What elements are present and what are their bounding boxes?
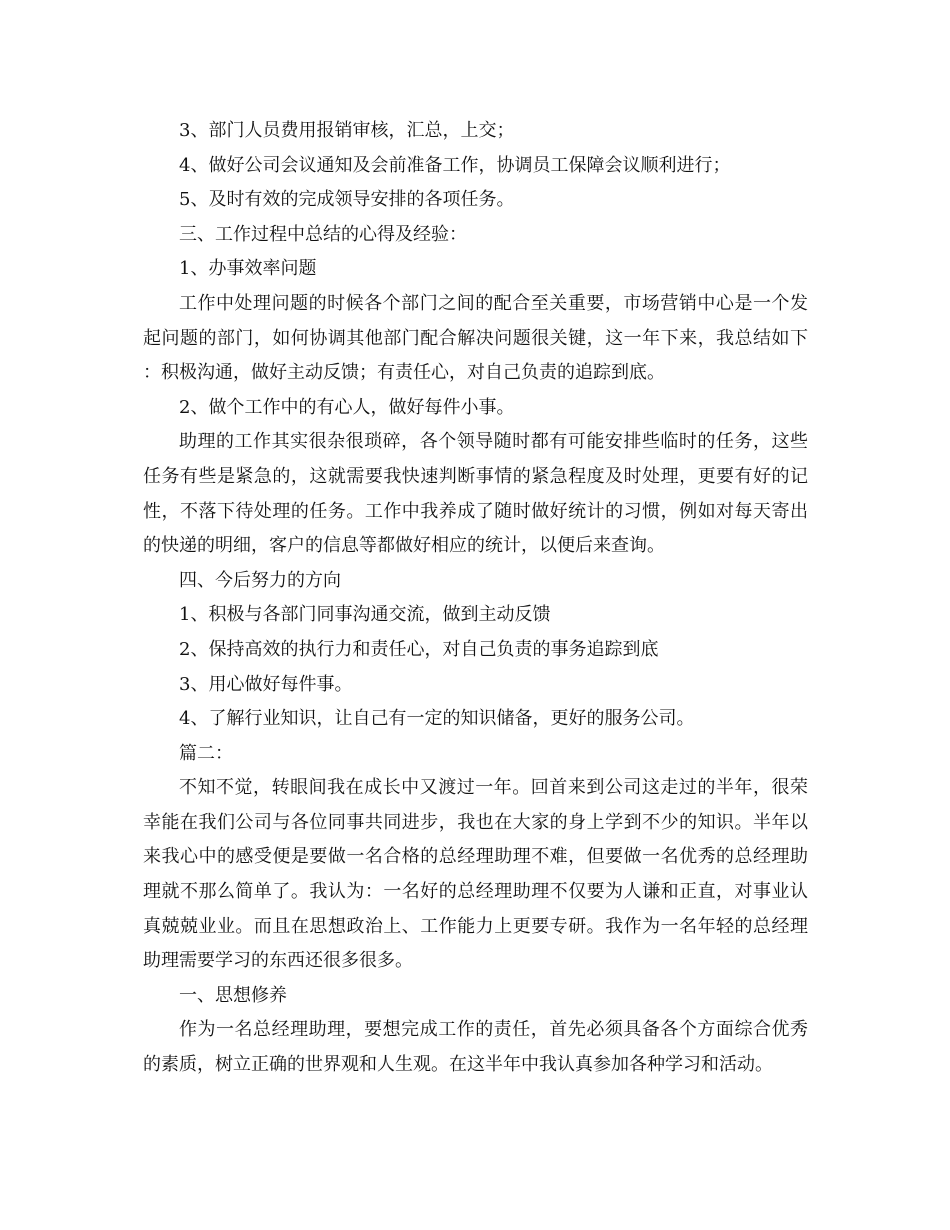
list-item: 4、做好公司会议通知及会前准备工作，协调员工保障会议顺利进行；	[179, 154, 731, 176]
list-item: 1、积极与各部门同事沟通交流，做到主动反馈	[179, 604, 551, 626]
subsection-heading: 2、做个工作中的有心人，做好每件小事。	[179, 396, 515, 418]
body-paragraph: 工作中处理问题的时候各个部门之间的配合至关重要，市场营销中心是一个发起问题的部门，如何协调其他部门配合解决问题很关键，这一年下来，我总结如下：积极沟通，做好主动反馈；有责任心，对自己负责的追踪到底。	[143, 292, 808, 384]
body-paragraph: 不知不觉，转眼间我在成长中又渡过一年。回首来到公司这走过的半年，很荣幸能在我们公司与各位同事共同进步，我也在大家的身上学到不少的知识。半年以来我心中的感受便是要做一名合格的总经理助理不难，但要做一名优秀的总经理助理就不那么简单了。我认为：一名好的总经理助理不仅要为人谦和正直，对事业认真兢兢业业。而且在思想政治上、工作能力上更要专研。我作为一名年轻的总经理助理需要学习的东西还很多很多。	[143, 777, 808, 972]
list-item: 2、保持高效的执行力和责任心，对自己负责的事务追踪到底	[179, 638, 659, 660]
body-paragraph: 助理的工作其实很杂很琐碎，各个领导随时都有可能安排些临时的任务，这些任务有些是紧急的，这就需要我快速判断事情的紧急程度及时处理，更要有好的记性，不落下待处理的任务。工作中我养成了随时做好统计的习惯，例如对每天寄出的快递的明细，客户的信息等都做好相应的统计，以便后来查询。	[143, 431, 808, 557]
part-heading: 篇二：	[179, 742, 233, 764]
list-item: 3、用心做好每件事。	[179, 673, 353, 695]
section-heading: 四、今后努力的方向	[179, 569, 341, 591]
list-item: 3、部门人员费用报销审核，汇总，上交；	[179, 120, 515, 141]
section-heading: 三、工作过程中总结的心得及经验：	[179, 223, 467, 245]
document-body	[143, 114, 808, 1083]
list-item: 4、了解行业知识，让自己有一定的知识储备，更好的服务公司。	[179, 708, 695, 730]
section-heading: 一、思想修养	[179, 984, 287, 1006]
subsection-heading: 1、办事效率问题	[179, 258, 317, 280]
body-paragraph: 作为一名总经理助理，要想完成工作的责任，首先必须具备各个方面综合优秀的素质，树立正确的世界观和人生观。在这半年中我认真参加各种学习和活动。	[143, 1019, 808, 1076]
list-item: 5、及时有效的完成领导安排的各项任务。	[179, 189, 515, 211]
